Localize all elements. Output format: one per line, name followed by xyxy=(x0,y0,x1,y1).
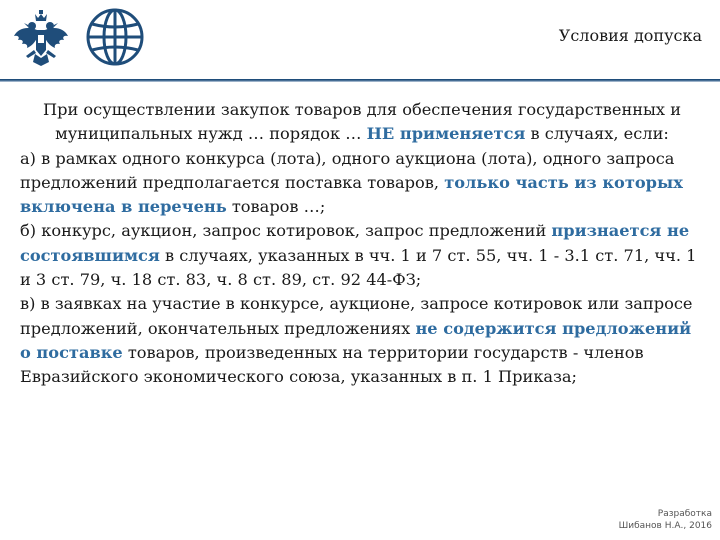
slide-title: Условия допуска xyxy=(558,26,702,45)
author-footer xyxy=(619,508,712,532)
intro-text-1: При осуществлении закупок товаров для обеспечения государственных и муниципальных нужд … порядок … xyxy=(42,100,681,144)
intro-text-2: в случаях, если: xyxy=(525,124,669,144)
item-a-highlight: только часть из которых включена в перечень xyxy=(20,172,683,217)
item-c-text-2: товаров, произведенных на территории государств - членов Евразийского экономического союза, указанных в п. 1 Приказа; xyxy=(20,342,644,387)
intro-highlight: НЕ применяется xyxy=(366,124,526,144)
list-item-b xyxy=(20,219,704,292)
item-c-highlight: не содержится предложений о поставке xyxy=(20,318,692,362)
item-b-text-1: б) конкурс, аукцион, запрос котировок, запрос предложений xyxy=(20,221,552,241)
item-a-text-2: товаров …; xyxy=(226,197,326,217)
emblem-icon xyxy=(10,8,72,70)
item-a-text-1: а) в рамках одного конкурса (лота), одного аукциона (лота), одного запроса предложений предполагается поставка товаров, xyxy=(20,148,675,192)
item-b-highlight: признается не состоявшимся xyxy=(20,221,690,265)
slide-body xyxy=(20,98,704,390)
header-divider xyxy=(0,79,720,82)
list-item-a xyxy=(20,147,704,220)
slide-header xyxy=(0,0,720,88)
list-item-c xyxy=(20,292,704,389)
footer-line-1: Разработка xyxy=(657,509,712,519)
globe-icon xyxy=(84,6,146,68)
item-b-text-2: в случаях, указанных в чч. 1 и 7 ст. 55, чч. 1 - 3.1 ст. 71, чч. 1 и 3 ст. 79, ч. 18 ст. 83, ч. 8 ст. 89, ст. 92 44-ФЗ; xyxy=(20,245,697,290)
intro-paragraph xyxy=(20,98,704,147)
item-c-text-1: в) в заявках на участие в конкурсе, аукционе, запросе котировок или запросе предложений, окончательных предложениях xyxy=(20,294,693,338)
footer-line-2: Шибанов Н.А., 2016 xyxy=(618,521,712,531)
